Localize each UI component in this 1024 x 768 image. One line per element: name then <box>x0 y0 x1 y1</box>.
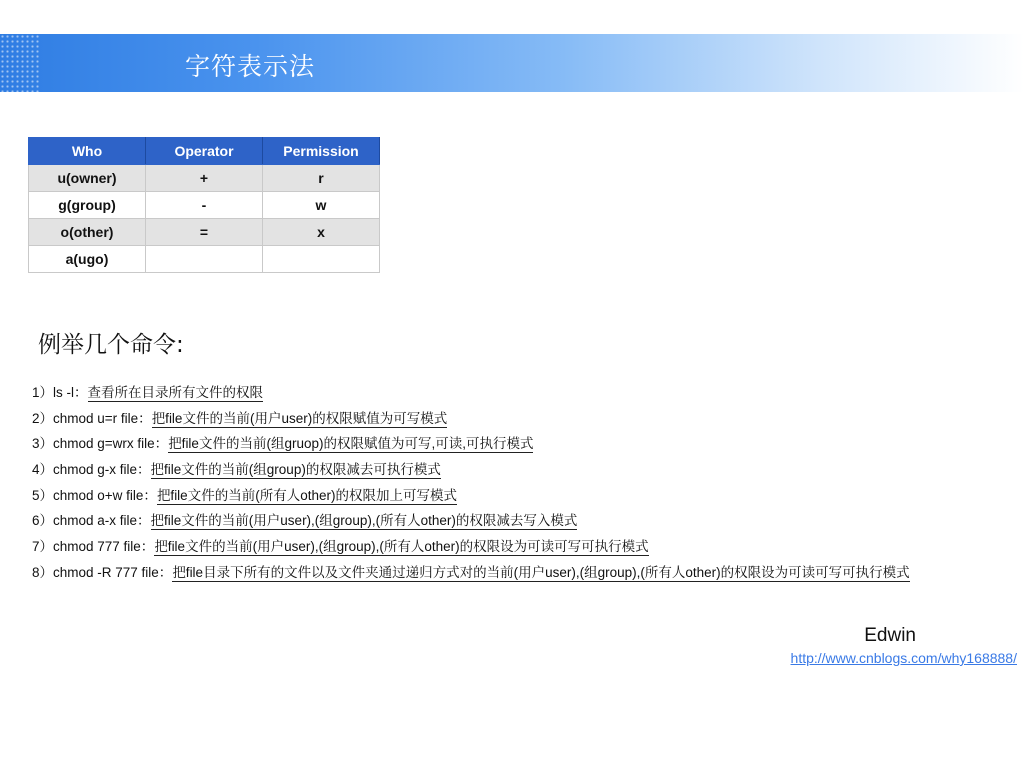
table-cell <box>263 246 380 273</box>
table-cell: + <box>146 165 263 192</box>
table-cell <box>146 246 263 273</box>
list-item <box>32 561 1022 587</box>
blog-link[interactable]: http://www.cnblogs.com/why168888/ <box>790 650 1017 666</box>
table-cell: x <box>263 219 380 246</box>
table-cell: r <box>263 165 380 192</box>
command-text: 8）chmod -R 777 file： <box>32 564 173 580</box>
command-description: 把file文件的当前(用户user)的权限赋值为可写模式 <box>151 410 448 426</box>
table-cell: g(group) <box>29 192 146 219</box>
command-description: 把file文件的当前(用户user),(组group),(所有人other)的权限减去写入模式 <box>150 513 578 529</box>
table-row <box>29 219 380 246</box>
command-text: 1）ls -l： <box>32 385 88 400</box>
table-cell: w <box>263 192 380 219</box>
col-header-who: Who <box>29 138 146 165</box>
section-subtitle: 例举几个命令: <box>38 332 184 358</box>
col-header-operator: Operator <box>146 138 263 165</box>
table-cell: u(owner) <box>29 165 146 192</box>
author-name: Edwin <box>864 625 916 646</box>
list-item <box>32 535 1022 561</box>
table-row <box>29 246 380 273</box>
slide-title: 字符表示法 <box>185 52 316 81</box>
list-item <box>32 509 1022 535</box>
list-item <box>32 432 1022 458</box>
command-text: 5）chmod o+w file： <box>32 487 157 503</box>
command-description: 把file文件的当前(用户user),(组group),(所有人other)的权限设为可读可写可执行模式 <box>154 539 649 555</box>
command-text: 6）chmod a-x file： <box>32 513 151 529</box>
list-item <box>32 458 1022 484</box>
col-header-permission: Permission <box>263 138 380 165</box>
table-row <box>29 165 380 192</box>
header-band <box>0 34 1024 92</box>
table-cell: - <box>146 192 263 219</box>
command-text: 4）chmod g-x file： <box>32 462 151 478</box>
list-item <box>32 381 1022 407</box>
list-item <box>32 407 1022 433</box>
table-header-row <box>29 138 380 165</box>
command-list <box>32 381 1022 587</box>
table-cell: o(other) <box>29 219 146 246</box>
command-text: 3）chmod g=wrx file： <box>32 436 169 452</box>
table-row <box>29 192 380 219</box>
command-description: 把file文件的当前(所有人other)的权限加上可写模式 <box>156 487 457 503</box>
table-cell: a(ugo) <box>29 246 146 273</box>
table-cell: = <box>146 219 263 246</box>
permission-table <box>28 137 380 273</box>
command-description: 查看所在目录所有文件的权限 <box>87 385 264 400</box>
command-text: 7）chmod 777 file： <box>32 539 155 555</box>
header-decoration <box>0 34 40 92</box>
command-description: 把file目录下所有的文件以及文件夹通过递归方式对的当前(用户user),(组group),(所有人other)的权限设为可读可写可执行模式 <box>172 564 910 580</box>
list-item <box>32 484 1022 510</box>
command-description: 把file文件的当前(组group)的权限减去可执行模式 <box>150 462 441 478</box>
command-text: 2）chmod u=r file： <box>32 410 152 426</box>
command-description: 把file文件的当前(组gruop)的权限赋值为可写,可读,可执行模式 <box>168 436 534 452</box>
